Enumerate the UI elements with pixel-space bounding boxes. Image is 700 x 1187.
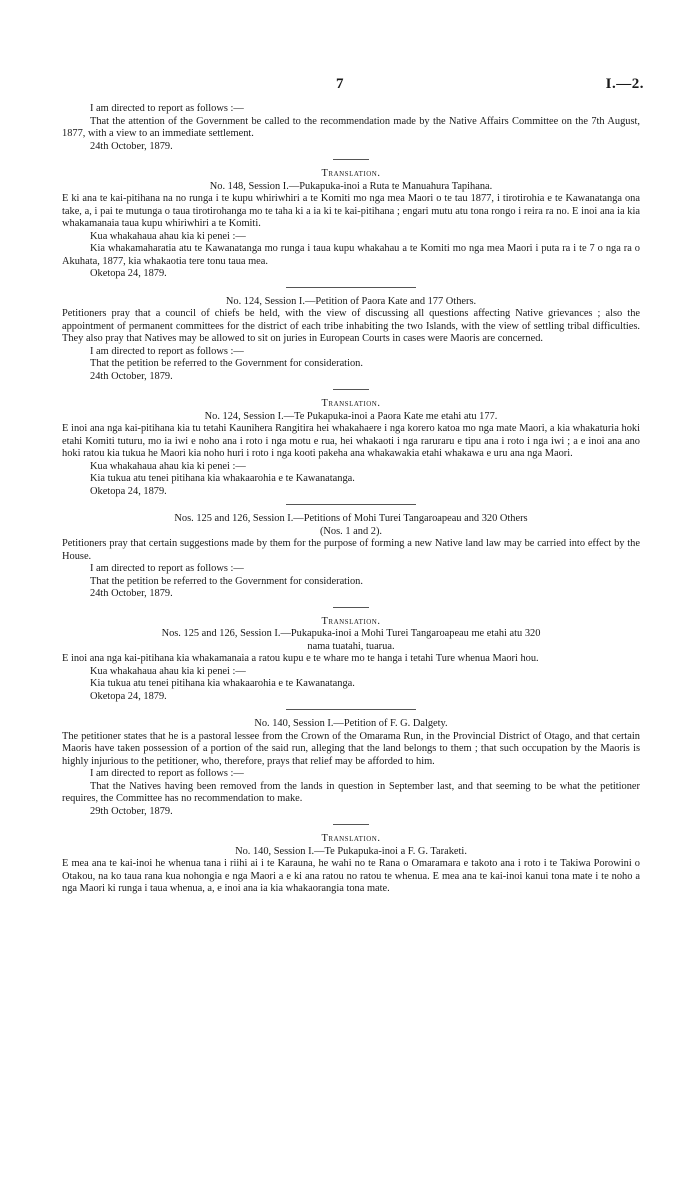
section-125-english bbox=[62, 513, 640, 601]
petition-body: E inoi ana nga kai-pitihana kia whakamanaia a ratou kupu e te whare mo te hanga i tetahi Ture whenua Maori hou. bbox=[62, 653, 539, 664]
document-reference: I.—2. bbox=[605, 76, 644, 92]
section-148-translation bbox=[62, 168, 640, 281]
petition-body: Petitioners pray that certain suggestions made by them for the purpose of forming a new Native land law may be carried into effect by the House. bbox=[62, 538, 640, 562]
section-148-english bbox=[62, 103, 640, 153]
report-date: 29th October, 1879. bbox=[90, 805, 173, 817]
translation-label: Translation. bbox=[321, 833, 381, 844]
divider bbox=[286, 504, 416, 505]
document-body bbox=[62, 103, 640, 896]
divider bbox=[286, 287, 416, 288]
report-text: That the petition be referred to the Government for consideration. bbox=[90, 358, 363, 369]
section-140-translation bbox=[62, 833, 640, 896]
report-text: That the Natives having been removed from the lands in question in September last, and that seeming to be what the petitioner requires, the Committee has no recommendation to make. bbox=[62, 780, 640, 804]
petition-heading: No. 140, Session I.—Petition of F. G. Dalgety. bbox=[254, 718, 448, 729]
section-140-english bbox=[62, 718, 640, 818]
petition-heading-cont: nama tuatahi, tuarua. bbox=[307, 640, 395, 652]
petition-heading: Nos. 125 and 126, Session I.—Petitions of Mohi Turei Tangaroapeau and 320 Others bbox=[174, 513, 528, 524]
report-date: Oketopa 24, 1879. bbox=[90, 690, 167, 702]
petition-body: E mea ana te kai-inoi he whenua tana i riihi ai i te Karauna, he wahi no te Rana o Omaramara e takoto ana i roto i te Takiwa Porowini o Otakou, na ko taua rana kua nohongia e nga Maori a e ki ana ratou no ratou te whenua. E mea ana te kai-inoi kanui tona mate i te noho a nga Maori ki runga i taua whenua, a, e inoi ana ia kia whakaorangia tona mate. bbox=[62, 858, 640, 894]
report-intro: Kua whakahaua ahau kia ki penei :— bbox=[90, 460, 246, 472]
section-124-translation bbox=[62, 398, 640, 498]
report-date: 24th October, 1879. bbox=[90, 370, 173, 382]
divider bbox=[333, 607, 369, 608]
section-124-english bbox=[62, 296, 640, 384]
divider bbox=[333, 159, 369, 160]
petition-heading: No. 124, Session I.—Petition of Paora Kate and 177 Others. bbox=[225, 295, 477, 307]
report-date: Oketopa 24, 1879. bbox=[90, 268, 167, 279]
petition-body: E ki ana te kai-pitihana na no runga i te kupu whiriwhiri a te Komiti mo nga mea Maori o te tau 1877, i tirotirohia e te Kawanatanga ona take, a, i pai te mutunga o taua tirotirohanga mo te taha ki a ia ki te kai-pitihana ; engari mutu atu tona rongo i reira ra no. E inoi ana ia kia whakamanaia taua kupu whiriwhiri a te Komiti. bbox=[62, 193, 640, 229]
report-date: 24th October, 1879. bbox=[90, 588, 173, 599]
petition-heading: No. 148, Session I.—Pukapuka-inoi a Ruta te Manuahura Tapihana. bbox=[209, 180, 493, 192]
report-intro: Kua whakahaua ahau kia ki penei :— bbox=[90, 230, 246, 242]
translation-label: Translation. bbox=[321, 168, 381, 179]
petition-body: E inoi ana nga kai-pitihana kia tu tetahi Kaunihera Rangitira hei whakahaere i nga korero katoa mo nga mate Maori, a kia whakaturia hoki etahi Komiti tuturu, mo ia iwi e noho ana i roto i nga motu e rua, hei whakaoti i nga raruraru e tipu ana i roto i nga iwi ; a e inoi ana ano hoki ratou kia tukua he Maori kia noho huri i roto i nga kooti pakeha ana whakawakia etahi whakawa e uru ana nga Maori. bbox=[62, 423, 640, 459]
divider bbox=[333, 824, 369, 825]
divider bbox=[333, 389, 369, 390]
petition-body: Petitioners pray that a council of chiefs be held, with the view of discussing all questions affecting Native grievances ; also the appointment of permanent committees for the district of each tribe inhabiting the two Islands, with the view of settling tribal difficulties. They also pray that Natives may be allowed to sit on juries in European Courts in cases were Maoris are concerned. bbox=[62, 308, 640, 344]
section-125-translation bbox=[62, 616, 640, 704]
report-intro: I am directed to report as follows :— bbox=[90, 103, 244, 114]
petition-heading: No. 140, Session I.—Te Pukapuka-inoi a F. G. Taraketi. bbox=[235, 845, 467, 857]
report-intro: Kua whakahaua ahau kia ki penei :— bbox=[90, 665, 246, 677]
report-text: Kia tukua atu tenei pitihana kia whakaarohia e te Kawanatanga. bbox=[90, 678, 355, 689]
report-text: That the petition be referred to the Government for consideration. bbox=[90, 575, 363, 587]
report-intro: I am directed to report as follows :— bbox=[90, 563, 244, 574]
translation-label: Translation. bbox=[321, 615, 381, 627]
petition-body: The petitioner states that he is a pastoral lessee from the Crown of the Omarama Run, in the Provincial District of Otago, and that certain Maoris have taken possession of a portion of the said run, alleging that the land belongs to them ; that such occupation by the Maoris is highly injurious to the petitioner, who, therefore, prays that relief may be afforded to him. bbox=[62, 730, 640, 767]
report-intro: I am directed to report as follows :— bbox=[90, 768, 244, 779]
report-date: 24th October, 1879. bbox=[90, 140, 173, 152]
report-date: Oketopa 24, 1879. bbox=[90, 485, 167, 497]
report-text: Kia whakamaharatia atu te Kawanatanga mo runga i taua kupu whakahau a te Komiti mo nga mea Maori i puta ra i te 7 o nga ra o Akuhata, 1877, kia whakaotia tere tonu taua mea. bbox=[62, 243, 640, 267]
petition-heading: Nos. 125 and 126, Session I.—Pukapuka-inoi a Mohi Turei Tangaroapeau me etahi atu 320 bbox=[161, 628, 541, 639]
report-text: Kia tukua atu tenei pitihana kia whakaarohia e te Kawanatanga. bbox=[90, 473, 355, 484]
translation-label: Translation. bbox=[321, 398, 381, 409]
report-intro: I am directed to report as follows :— bbox=[90, 345, 244, 357]
divider bbox=[286, 709, 416, 710]
petition-heading: No. 124, Session I.—Te Pukapuka-inoi a Paora Kate me etahi atu 177. bbox=[204, 410, 498, 422]
petition-heading-cont: (Nos. 1 and 2). bbox=[319, 525, 383, 537]
page-number: 7 bbox=[336, 76, 344, 92]
report-text: That the attention of the Government be called to the recommendation made by the Native Affairs Committee on the 7th August, 1877, with a view to an immediate settlement. bbox=[62, 115, 640, 139]
